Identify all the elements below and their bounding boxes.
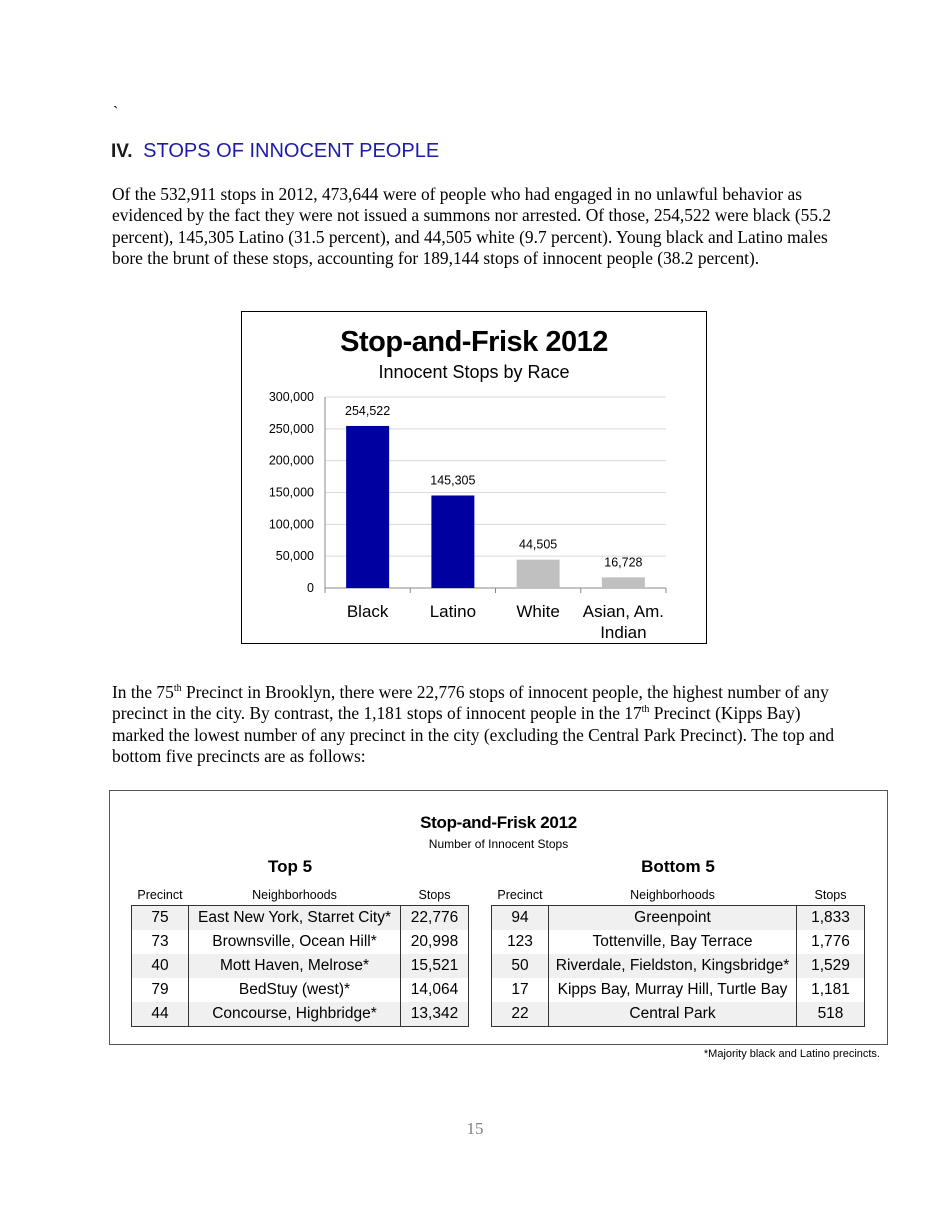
chart-plot [242, 312, 708, 645]
section-title: STOPS OF INNOCENT PEOPLE [143, 140, 440, 162]
ordinal-suffix-2: th [641, 704, 650, 716]
table-row [132, 906, 469, 931]
chart-subtitle: Innocent Stops by Race [378, 362, 570, 382]
top5-heading: Top 5 [267, 857, 313, 876]
bar-asian-am-indian [602, 577, 645, 588]
neighborhood-cell: Greenpoint [549, 906, 797, 931]
data-label: 44,505 [519, 537, 558, 552]
col-neighborhoods: Neighborhoods [630, 888, 715, 902]
intro-paragraph: Of the 532,911 stops in 2012, 473,644 were of people who had engaged in no unlawful behavior as evidenced by the fact they were not issued a summons nor arrested. Of those, 254,522 were black (55.2 percent), 145,305 Latino (31.5 percent), and 44,505 white (9.7 percent). Young black and Latino males bore the brunt of these stops, accounting for 189,144 stops of innocent people (38.2 percent). [112, 184, 832, 268]
data-label: 145,305 [430, 473, 476, 488]
table-title: Stop-and-Frisk 2012 [420, 813, 577, 832]
precinct-cell: 75 [132, 906, 189, 931]
precinct-cell: 22 [492, 1002, 549, 1027]
table-row [132, 954, 469, 978]
precinct-cell: 17 [492, 978, 549, 1002]
table-row [492, 954, 865, 978]
neighborhood-cell: Concourse, Highbridge* [189, 1002, 401, 1027]
col-stops: Stops [814, 888, 847, 902]
precinct-table-panel [109, 790, 888, 1045]
neighborhood-cell: Mott Haven, Melrose* [189, 954, 401, 978]
precinct-cell: 73 [132, 930, 189, 954]
precinct-cell: 79 [132, 978, 189, 1002]
precinct-text-2: Precinct in Brooklyn, there were 22,776 stops of innocent people, the highest number of any precinct in the city. By contrast, the 1,181 stops of innocent people in the 17 [112, 682, 829, 724]
stops-cell: 22,776 [401, 906, 469, 931]
stops-cell: 1,776 [797, 930, 865, 954]
section-number: IV. [111, 141, 133, 162]
neighborhood-cell: East New York, Starret City* [189, 906, 401, 931]
data-label: 16,728 [604, 555, 643, 570]
col-precinct: Precinct [497, 888, 543, 902]
table-footnote: *Majority black and Latino precincts. [703, 1048, 880, 1060]
neighborhood-cell: Riverdale, Fieldston, Kingsbridge* [549, 954, 797, 978]
neighborhood-cell: Brownsville, Ocean Hill* [189, 930, 401, 954]
race-bar-chart [241, 311, 707, 644]
col-neighborhoods: Neighborhoods [252, 888, 337, 902]
y-tick-label: 250,000 [268, 421, 314, 436]
col-stops: Stops [418, 888, 451, 902]
y-tick-label: 50,000 [275, 549, 314, 564]
stops-cell: 13,342 [401, 1002, 469, 1027]
x-category-label: White [516, 602, 560, 621]
table-row [132, 1002, 469, 1027]
neighborhood-cell: BedStuy (west)* [189, 978, 401, 1002]
table-row [492, 906, 865, 931]
header-mark: ` [113, 104, 119, 121]
y-tick-label: 100,000 [268, 517, 314, 532]
precinct-cell: 40 [132, 954, 189, 978]
x-category-label: Asian, Am. [582, 602, 665, 621]
y-tick-label: 300,000 [268, 390, 314, 404]
x-category-label: Black [346, 602, 389, 621]
precinct-text-3: Precinct (Kipps Bay) marked the lowest number of any precinct in the city (excluding the Central Park Precinct). The top and bottom five precincts are as follows: [112, 703, 835, 766]
stops-cell: 1,833 [797, 906, 865, 931]
stops-cell: 14,064 [401, 978, 469, 1002]
stops-cell: 1,181 [797, 978, 865, 1002]
x-category-label: Latino [429, 602, 477, 621]
bottom5-heading: Bottom 5 [641, 857, 715, 876]
precinct-cell: 123 [492, 930, 549, 954]
precinct-paragraph [112, 682, 842, 767]
y-tick-label: 200,000 [268, 453, 314, 468]
col-precinct: Precinct [137, 888, 183, 902]
ordinal-suffix-1: th [173, 683, 182, 695]
neighborhood-cell: Kipps Bay, Murray Hill, Turtle Bay [549, 978, 797, 1002]
table-row [492, 930, 865, 954]
top5-table [131, 885, 469, 1027]
stops-cell: 518 [797, 1002, 865, 1027]
bottom5-table [491, 885, 865, 1027]
precinct-text-1: In the 75 [112, 682, 174, 702]
precinct-cell: 44 [132, 1002, 189, 1027]
table-row [132, 930, 469, 954]
bar-white [517, 560, 560, 588]
table-row [492, 978, 865, 1002]
table-row [492, 1002, 865, 1027]
stops-cell: 20,998 [401, 930, 469, 954]
bar-black [346, 426, 389, 588]
section-heading [111, 136, 439, 164]
data-label: 254,522 [345, 403, 391, 418]
page-number: 15 [466, 1119, 484, 1138]
x-category-label: Indian [600, 623, 647, 642]
precinct-cell: 50 [492, 954, 549, 978]
neighborhood-cell: Central Park [549, 1002, 797, 1027]
neighborhood-cell: Tottenville, Bay Terrace [549, 930, 797, 954]
table-row [132, 978, 469, 1002]
chart-title: Stop-and-Frisk 2012 [340, 326, 608, 358]
precinct-cell: 94 [492, 906, 549, 931]
y-tick-label: 150,000 [268, 485, 314, 500]
stops-cell: 15,521 [401, 954, 469, 978]
y-tick-label: 0 [307, 581, 314, 595]
stops-cell: 1,529 [797, 954, 865, 978]
table-subtitle: Number of Innocent Stops [428, 837, 569, 851]
bar-latino [431, 495, 474, 588]
